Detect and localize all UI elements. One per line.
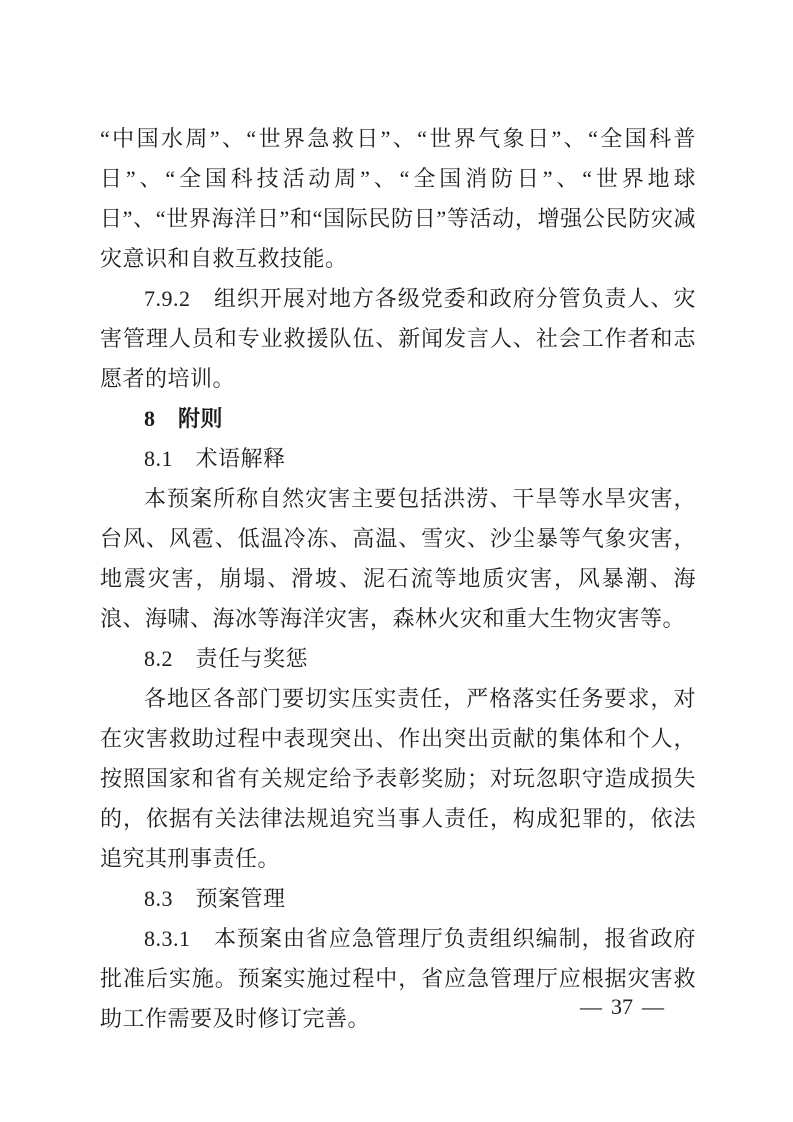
page-number-left-dash: — <box>580 994 602 1019</box>
heading-8-appendix: 8 附则 <box>144 406 224 431</box>
paragraph-awareness-activities: “中国水周”、“世界急救日”、“世界气象日”、“全国科普日”、“全国科技活动周”、“全国消防日”、“世界地球日”、“世界海洋日”和“国际民防日”等活动，增强公民防灾减灾意识和自救互救技能。 <box>100 126 696 271</box>
document-content <box>100 119 696 1039</box>
page-number-value: 37 <box>611 994 633 1019</box>
paragraph-8-3-1-plan-revision: 8.3.1 本预案由省应急管理厅负责组织编制，报省政府批准后实施。预案实施过程中，省应急管理厅应根据灾害救助工作需要及时修订完善。 <box>100 926 696 1031</box>
heading-8-1-terminology: 8.1 术语解释 <box>144 446 286 471</box>
paragraph-7-9-2-training: 7.9.2 组织开展对地方各级党委和政府分管负责人、灾害管理人员和专业救援队伍、新闻发言人、社会工作者和志愿者的培训。 <box>100 286 696 391</box>
paragraph-disaster-definition: 本预案所称自然灾害主要包括洪涝、干旱等水旱灾害，台风、风雹、低温冷冻、高温、雪灾、沙尘暴等气象灾害，地震灾害，崩塌、滑坡、泥石流等地质灾害，风暴潮、海浪、海啸、海冰等海洋灾害，森林火灾和重大生物灾害等。 <box>100 486 696 631</box>
heading-8-2-responsibility-rewards: 8.2 责任与奖惩 <box>144 646 309 671</box>
page-number <box>571 994 673 1020</box>
paragraph-responsibility-rewards: 各地区各部门要切实压实责任，严格落实任务要求，对在灾害救助过程中表现突出、作出突出贡献的集体和个人，按照国家和省有关规定给予表彰奖励；对玩忽职守造成损失的，依据有关法律法规追究当事人责任，构成犯罪的，依法追究其刑事责任。 <box>100 686 696 871</box>
page-number-right-dash: — <box>642 994 664 1019</box>
heading-8-3-plan-management: 8.3 预案管理 <box>144 886 286 911</box>
